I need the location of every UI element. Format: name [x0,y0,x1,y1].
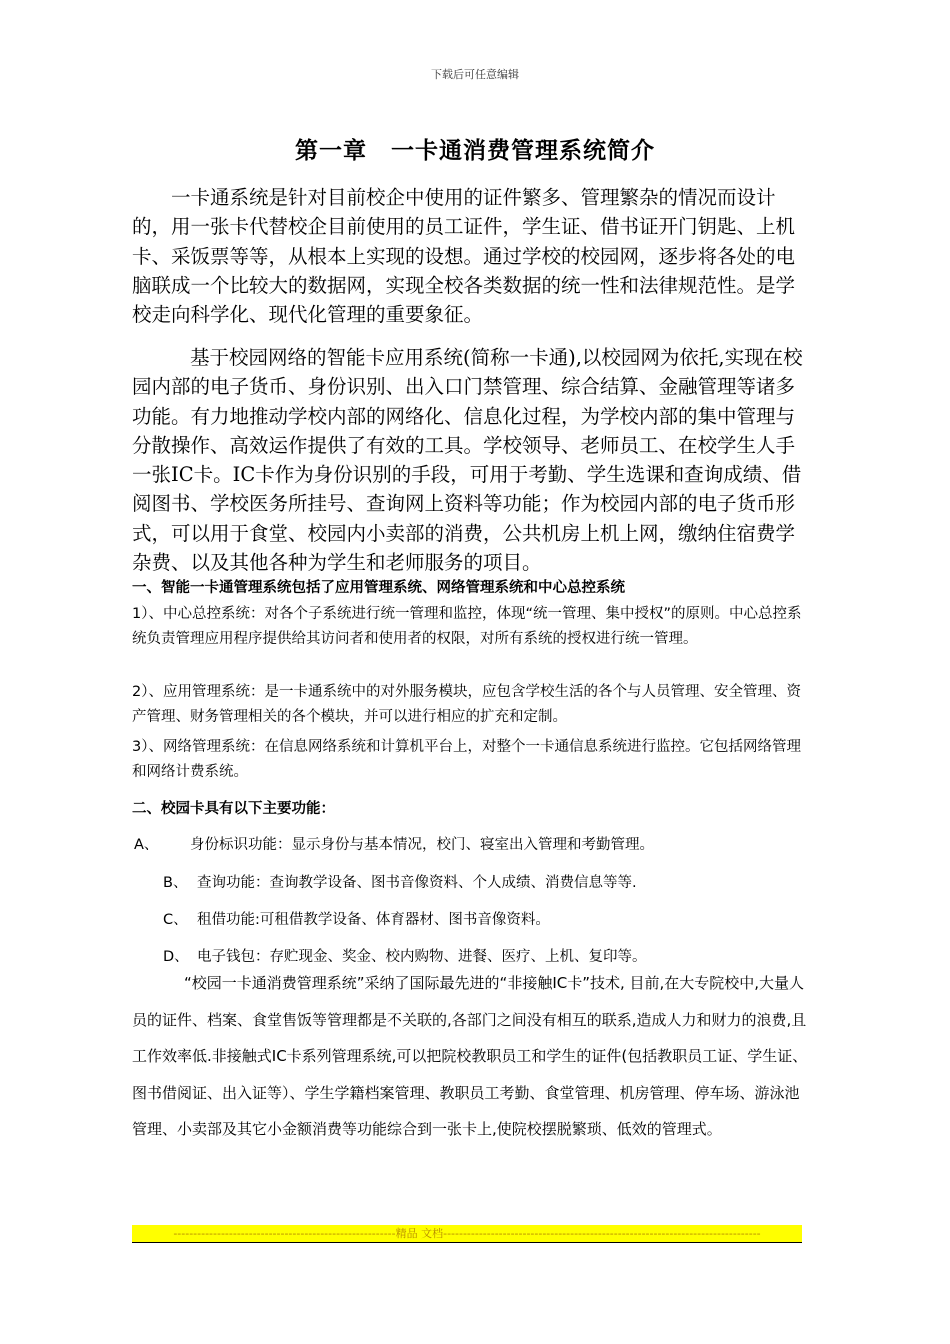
header-note: 下载后可任意编辑 [431,68,519,81]
campus-network-paragraph: 基于校园网络的智能卡应用系统(简称一卡通),以校园网为依托,实现在校园内部的电子货币、身份识别、出入口门禁管理、综合结算、金融管理等诸多功能。有力地推动学校内部的网络化、信息化过程，为学校内部的集中管理与分散操作、高效运作提供了有效的工具。学校领导、老师员工、在校学生人手一张IC卡。IC卡作为身份识别的手段，可用于考勤、学生选课和查询成绩、借阅图书、学校医务所挂号、查询网上资料等功能；作为校园内部的电子货币形式，可以用于食堂、校园内小卖部的消费，公共机房上机上网，缴纳住宿费学杂费、以及其他各种为学生和老师服务的项目。 [132,346,803,575]
list-item-text: 租借功能:可租借教学设备、体育器材、图书音像资料。 [197,912,550,928]
system-item-network-management: 3）、网络管理系统：在信息网络系统和计算机平台上，对整个一卡通信息系统进行监控。它包括网络管理和网络计费系统。 [132,739,801,780]
contactless-ic-paragraph: “校园一卡通消费管理系统”采纳了国际最先进的“非接触IC卡”技术, 目前,在大专院校中,大量人员的证件、档案、食堂售饭等管理都是不关联的,各部门之间没有相互的联系,造成人力和财力的浪费,且工作效率低.非接触式IC卡系列管理系统,可以把院校教职员工和学生的证件(包括教职员工证、学生证、图书借阅证、出入证等）、学生学籍档案管理、教职员工考勤、食堂管理、机房管理、停车场、游泳池管理、小卖部及其它小金额消费等功能综合到一张卡上,使院校摆脱繁琐、低效的管理式。 [132,974,808,1138]
list-marker: A、 [134,837,159,853]
list-marker: D、 [163,949,189,965]
chapter-title: 第一章 一卡通消费管理系统简介 [295,137,655,164]
list-item-text: 身份标识功能：显示身份与基本情况，校门、寝室出入管理和考勤管理。 [190,837,654,853]
list-item-text: 查询功能：查询教学设备、图书音像资料、个人成绩、消费信息等等. [197,875,637,891]
function-item-rental [163,908,550,929]
function-item-identity [134,833,654,854]
list-marker: B、 [163,875,188,891]
function-item-query [163,871,637,892]
section-heading-card-functions: 二、校园卡具有以下主要功能： [132,801,335,817]
function-item-e-wallet [163,945,647,966]
system-item-central-control: 1）、中心总控系统：对各个子系统进行统一管理和监控，体现“统一管理、集中授权”的原则。中心总控系统负责管理应用程序提供给其访问者和使用者的权限，对所有系统的授权进行统一管理。 [132,606,802,647]
list-item-text: 电子钱包：存贮现金、奖金、校内购物、进餐、医疗、上机、复印等。 [197,949,647,965]
section-heading-systems: 一、智能一卡通管理系统包括了应用管理系统、网络管理系统和中心总控系统 [132,580,625,596]
list-marker: C、 [163,912,188,928]
intro-paragraph: 一卡通系统是针对目前校企中使用的证件繁多、管理繁杂的情况而设计的，用一张卡代替校企目前使用的员工证件，学生证、借书证开门钥匙、上机卡、采饭票等等，从根本上实现的设想。通过学校的校园网，逐步将各处的电脑联成一个比较大的数据网，实现全校各类数据的统一性和法律规范性。是学校走向科学化、现代化管理的重要象征。 [132,186,796,327]
system-item-application-management: 2）、应用管理系统：是一卡通系统中的对外服务模块，应包含学校生活的各个与人员管理、安全管理、资产管理、财务管理相关的各个模块，并可以进行相应的扩充和定制。 [132,684,801,725]
footer-banner: --------------------------------------------------------精品 文档-------------------------------------------------------------------------------- [132,1225,802,1243]
